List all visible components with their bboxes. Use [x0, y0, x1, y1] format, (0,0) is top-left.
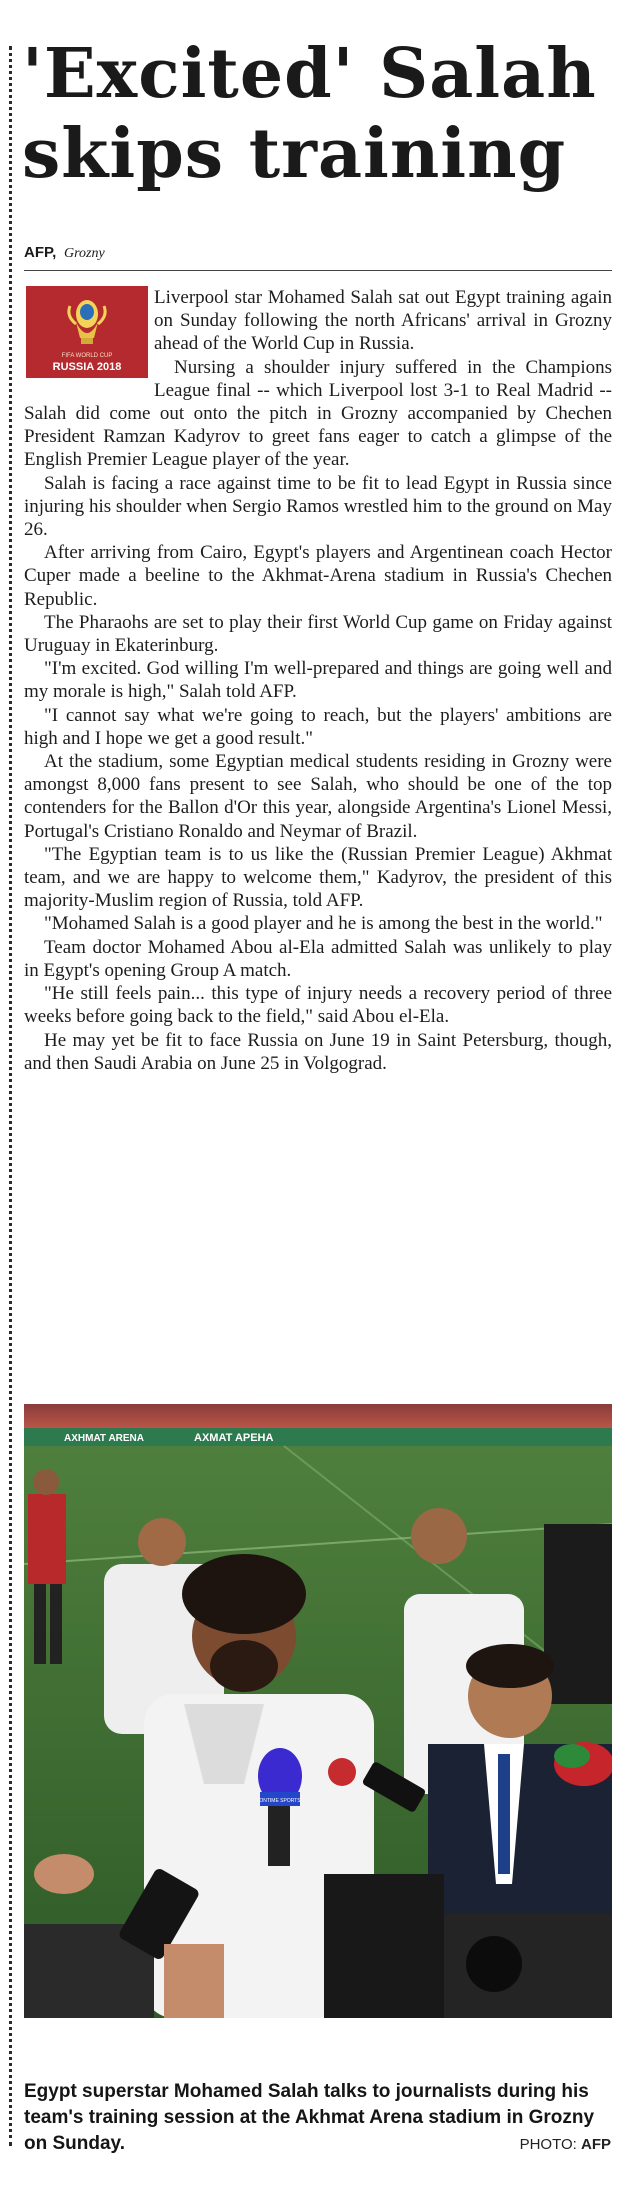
logo-small-text: FIFA WORLD CUP [61, 353, 113, 359]
photo-credit [520, 2136, 611, 2153]
trophy-icon [26, 286, 148, 378]
article-paragraph: "He still feels pain... this type of injury needs a recovery period of three weeks before going back to the field," said Abou el-Ela. [24, 983, 612, 1028]
logo-text: RUSSIA 2018 [52, 361, 122, 373]
article-paragraph: "I'm excited. God willing I'm well-prepared and things are going well and my morale is high," Salah told AFP. [24, 658, 612, 703]
headline [22, 34, 622, 194]
article-paragraph: Salah is facing a race against time to be fit to lead Egypt in Russia since injuring his shoulder when Sergio Ramos wrestled him to the ground on May 26. [24, 472, 612, 541]
signage-left: AXHMAT ARENA [64, 1433, 144, 1444]
photo-credit-source: AFP [581, 2136, 611, 2153]
press-scrum-photo [24, 1404, 612, 2018]
article-paragraph: Liverpool star Mohamed Salah sat out Egypt training again on Sunday following the north Africans' arrival in Grozny ahead of the World Cup in Russia. [154, 287, 612, 355]
article-paragraph: Team doctor Mohamed Abou al-Ela admitted Salah was unlikely to play in Egypt's opening Group A match. [24, 936, 612, 981]
headline-line-1: 'Excited' Salah [22, 34, 597, 114]
world-cup-logo [26, 286, 148, 378]
mic-label: ONTIME SPORTS [259, 1798, 301, 1804]
article-paragraph: He may yet be fit to face Russia on June 19 in Saint Petersburg, though, and then Saudi Arabia on June 25 in Volgograd. [24, 1029, 612, 1074]
article-body [24, 286, 612, 1075]
article-paragraph: After arriving from Cairo, Egypt's players and Argentinean coach Hector Cuper made a beeline to the Akhmat-Arena stadium in Russia's Chechen Republic. [24, 542, 612, 610]
byline [24, 244, 612, 271]
byline-location: Grozny [63, 246, 105, 261]
article-paragraph: Nursing a shoulder injury suffered in the Champions League final -- which Liverpool lost 3-1 to Real Madrid -- Salah did come out onto the pitch in Grozny accompanied by Chechen President Ramzan Kadyrov to greet fans eager to catch a glimpse of the English Premier League player of the year. [24, 356, 612, 471]
photo-caption: Egypt superstar Mohamed Salah talks to journalists during his team's training session at the Akhmat Arena stadium in Grozny on Sunday. [24, 2081, 595, 2154]
photo-credit-label: PHOTO: [519, 2136, 577, 2153]
article-paragraph: At the stadium, some Egyptian medical students residing in Grozny were amongst 8,000 fans present to see Salah, who should be one of the top contenders for the Ballon d'Or this year, alongside Argentina's Lionel Messi, Portugal's Cristiano Ronaldo and Neymar of Brazil. [24, 751, 612, 842]
article-paragraph: "Mohamed Salah is a good player and he is among the best in the world." [44, 913, 603, 935]
headline-line-2: skips training [22, 114, 567, 194]
news-photo [24, 1404, 612, 2018]
article-paragraph: "The Egyptian team is to us like the (Russian Premier League) Akhmat team, and we are happy to welcome them," Kadyrov, the president of this majority-Muslim region of Russia, told AFP. [24, 843, 612, 912]
article-paragraph: The Pharaohs are set to play their first World Cup game on Friday against Uruguay in Ekaterinburg. [24, 611, 612, 657]
byline-agency: AFP, [24, 244, 57, 261]
signage-right: AXMAT APEHA [194, 1432, 274, 1444]
column-dotted-rule [9, 46, 12, 2146]
article-paragraph: "I cannot say what we're going to reach, but the players' ambitions are high and I hope we get a good result." [24, 704, 612, 749]
